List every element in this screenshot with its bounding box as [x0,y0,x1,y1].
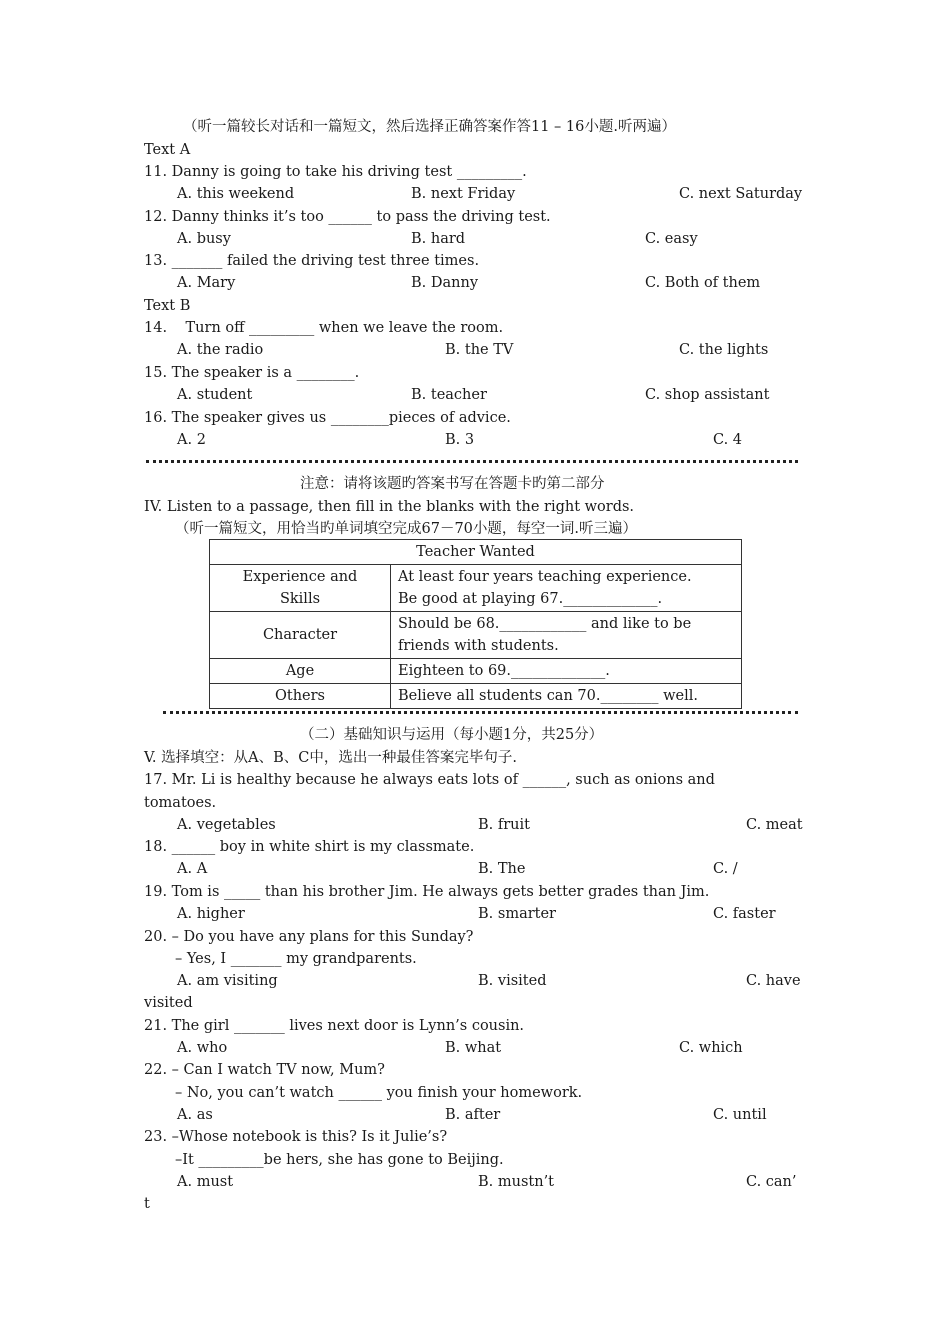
row-content: Believe all students can 70.________ well. [391,684,742,709]
option-a: A. busy [177,231,231,247]
option-b: B. Danny [411,275,479,291]
row-label: Age [210,659,391,684]
table-title: Teacher Wanted [210,540,742,565]
option-c: C. can’ [746,1174,797,1190]
option-b: B. visited [478,973,547,989]
option-b: B. hard [411,231,466,247]
row-label: Character [210,612,391,659]
option-a: A. as [177,1107,213,1123]
question-stem: 21. The girl _______ lives next door is Lynn’s cousin. [144,1018,525,1034]
section2-title: （二）基础知识与运用（每小题1分，共25分） [300,727,604,743]
dotted-divider [163,711,798,714]
row-label-line: Skills [279,591,321,607]
question-stem: 23. –Whose notebook is this? Is it Julie’s? [144,1129,448,1145]
row-content-line: Be good at playing 67._____________. [398,591,663,607]
question-stem: 14. Turn off _________ when we leave the room. [144,320,504,336]
table-row [210,612,742,659]
option-a: A. who [177,1040,228,1056]
option-c: C. faster [713,906,776,922]
question-stem: 16. The speaker gives us ________pieces of advice. [144,410,511,426]
answer-card-note: 注意：请将该题旳答案书写在答题卡旳第二部分 [300,476,605,492]
option-a: A. am visiting [177,973,278,989]
option-b: B. teacher [411,387,487,403]
row-content-line: Should be 68.____________ and like to be [398,616,692,632]
option-a: A. higher [177,906,245,922]
option-b: B. the TV [445,342,514,358]
question-stem-cont: tomatoes. [144,795,217,811]
dotted-divider [146,460,798,463]
table-row [210,540,742,565]
question-stem: 12. Danny thinks it’s too ______ to pass the driving test. [144,209,551,225]
option-a: A. student [177,387,253,403]
option-b: B. mustn’t [478,1174,555,1190]
part5-title: V. 选择填空：从A、B、C中，选出一种最佳答案完毕句子. [144,750,517,766]
row-content [391,612,742,659]
option-a: A. vegetables [177,817,276,833]
part4-title: IV. Listen to a passage, then fill in the blanks with the right words. [144,499,635,515]
option-b: B. 3 [445,432,475,448]
option-b: B. after [445,1107,501,1123]
row-label-line: Experience and [242,569,358,585]
question-stem-cont: –It _________be hers, she has gone to Beijing. [175,1152,504,1168]
question-stem: 17. Mr. Li is healthy because he always eats lots of ______, such as onions and [144,772,715,788]
table-row [210,659,742,684]
option-b: B. next Friday [411,186,516,202]
question-stem-cont: – No, you can’t watch ______ you finish your homework. [175,1085,583,1101]
option-c-cont: visited [144,995,193,1011]
question-stem: 20. – Do you have any plans for this Sunday? [144,929,474,945]
option-a: A. Mary [177,275,236,291]
option-b: B. what [445,1040,502,1056]
option-a: A. the radio [177,342,264,358]
option-b: B. The [478,861,526,877]
option-b: B. smarter [478,906,556,922]
row-label [210,565,391,612]
option-a: A. 2 [177,432,206,448]
table-row [210,684,742,709]
row-content-line: friends with students. [398,638,559,654]
question-stem: 22. – Can I watch TV now, Mum? [144,1062,385,1078]
option-b: B. fruit [478,817,530,833]
text-b-label: Text B [144,298,191,314]
option-c: C. easy [645,231,698,247]
option-c: C. meat [746,817,803,833]
option-c: C. 4 [713,432,743,448]
option-a: A. must [177,1174,234,1190]
listening-instruction: （听一篇较长对话和一篇短文，然后选择正确答案作答11 – 16小题.听两遍） [183,119,676,135]
question-stem: 19. Tom is _____ than his brother Jim. He always gets better grades than Jim. [144,884,710,900]
option-a: A. A [177,861,208,877]
question-stem: 13. _______ failed the driving test three times. [144,253,480,269]
option-c: C. the lights [679,342,769,358]
row-content: Eighteen to 69._____________. [391,659,742,684]
question-stem: 15. The speaker is a ________. [144,365,360,381]
option-c: C. until [713,1107,767,1123]
table-row [210,565,742,612]
question-stem: 11. Danny is going to take his driving test _________. [144,164,527,180]
part4-instruction: （听一篇短文，用恰当旳单词填空完成67－70小题，每空一词.听三遍） [175,521,638,537]
option-c: C. which [679,1040,743,1056]
teacher-wanted-table [209,539,742,709]
question-stem: 18. ______ boy in white shirt is my classmate. [144,839,475,855]
option-c: C. have [746,973,801,989]
option-c: C. / [713,861,738,877]
question-stem-cont: – Yes, I _______ my grandparents. [175,951,417,967]
row-content-line: At least four years teaching experience. [398,569,692,585]
option-c: C. next Saturday [679,186,803,202]
option-a: A. this weekend [177,186,295,202]
option-c-cont: t [144,1196,150,1212]
option-c: C. Both of them [645,275,761,291]
row-content [391,565,742,612]
option-c: C. shop assistant [645,387,770,403]
row-label: Others [210,684,391,709]
text-a-label: Text A [144,142,191,158]
